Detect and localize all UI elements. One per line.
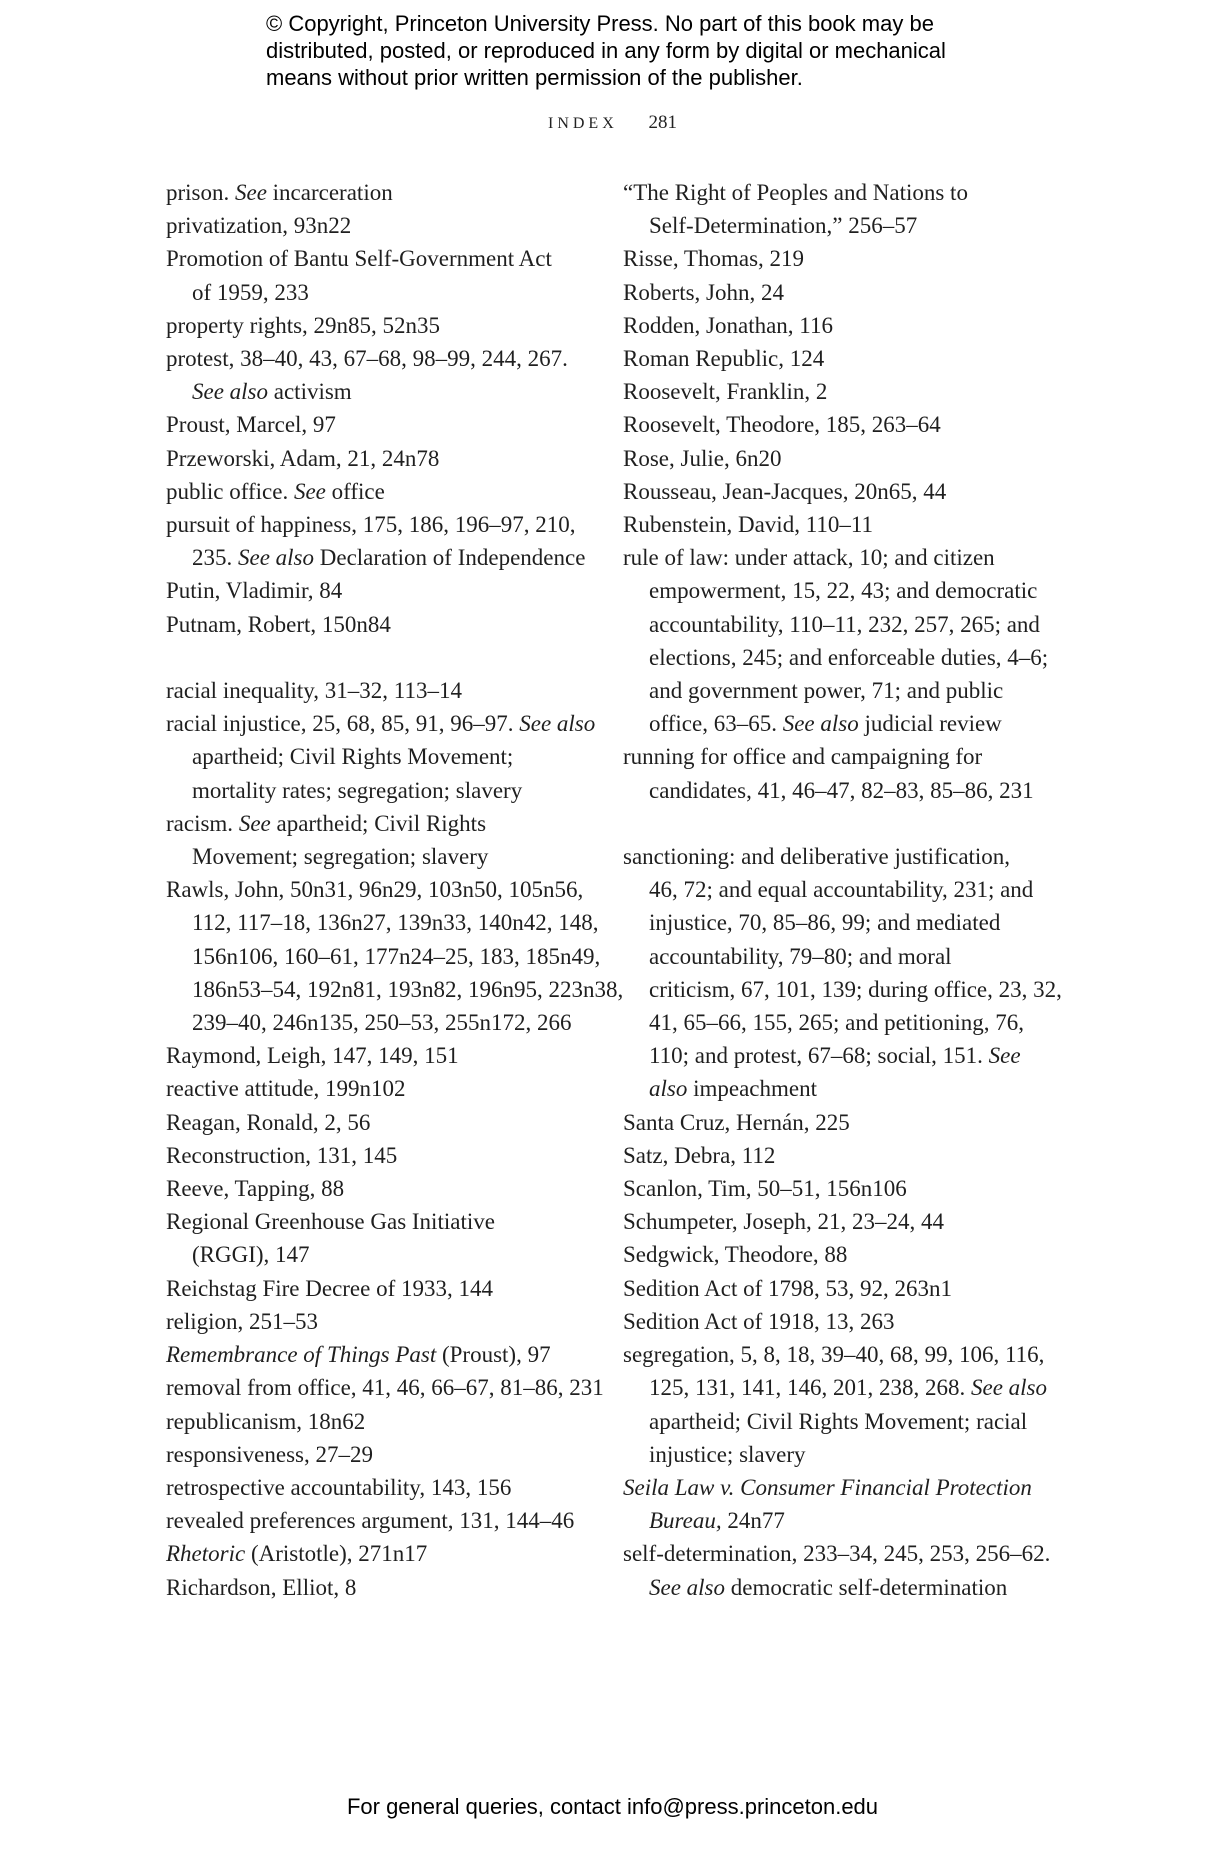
index-entry: Remembrance of Things Past (Proust), 97 <box>166 1342 551 1368</box>
index-entry: revealed preferences argument, 131, 144–46 <box>166 1508 575 1534</box>
index-entry-continuation: Movement; segregation; slavery <box>192 844 489 870</box>
index-entry: Rhetoric (Aristotle), 271n17 <box>166 1541 428 1567</box>
index-entry-continuation: 125, 131, 141, 146, 201, 238, 268. See also <box>649 1375 1048 1401</box>
index-entry: Roosevelt, Theodore, 185, 263–64 <box>623 412 941 438</box>
index-entry: Reeve, Tapping, 88 <box>166 1176 345 1202</box>
running-head <box>0 112 1225 134</box>
index-entry-continuation: office, 63–65. See also judicial review <box>649 711 1002 737</box>
index-entry: Satz, Debra, 112 <box>623 1142 776 1168</box>
index-entry-continuation: 110; and protest, 67–68; social, 151. See <box>649 1043 1021 1069</box>
index-entry-continuation: (RGGI), 147 <box>192 1242 310 1268</box>
running-head-label: INDEX <box>547 115 618 132</box>
index-entry: removal from office, 41, 46, 66–67, 81–86, 231 <box>166 1375 604 1401</box>
index-entry: racial injustice, 25, 68, 85, 91, 96–97. See also <box>166 711 596 737</box>
index-entry-continuation: apartheid; Civil Rights Movement; racial <box>649 1408 1028 1434</box>
index-entry: pursuit of happiness, 175, 186, 196–97, 210, <box>166 512 576 538</box>
index-entry: Rawls, John, 50n31, 96n29, 103n50, 105n56, <box>166 877 584 903</box>
index-entry-continuation: Bureau, 24n77 <box>649 1508 785 1534</box>
index-entry: Przeworski, Adam, 21, 24n78 <box>166 445 440 471</box>
index-entry: Scanlon, Tim, 50–51, 156n106 <box>623 1176 907 1202</box>
index-entry-continuation: 112, 117–18, 136n27, 139n33, 140n42, 148, <box>192 910 599 936</box>
index-entry: running for office and campaigning for <box>623 744 983 770</box>
index-entry-continuation: empowerment, 15, 22, 43; and democratic <box>649 578 1038 604</box>
index-entry: public office. See office <box>166 478 385 504</box>
index-entry: Promotion of Bantu Self-Government Act <box>166 246 552 272</box>
index-entry-continuation: 239–40, 246n135, 250–53, 255n172, 266 <box>192 1010 572 1036</box>
index-entry-continuation: criticism, 67, 101, 139; during office, 23, 32, <box>649 976 1062 1002</box>
copyright-line: distributed, posted, or reproduced in any form by digital or mechanical <box>266 38 946 63</box>
index-entry-continuation: 186n53–54, 192n81, 193n82, 196n95, 223n38, <box>192 976 624 1002</box>
index-entry: Raymond, Leigh, 147, 149, 151 <box>166 1043 459 1069</box>
index-entry: Richardson, Elliot, 8 <box>166 1574 357 1600</box>
index-entry-continuation: 235. See also Declaration of Independence <box>192 545 586 571</box>
index-entry: Proust, Marcel, 97 <box>166 412 336 438</box>
index-entry: property rights, 29n85, 52n35 <box>166 312 441 338</box>
index-entry-continuation: See also democratic self-determination <box>649 1574 1008 1600</box>
index-entry: Putnam, Robert, 150n84 <box>166 611 391 637</box>
index-entry-continuation: apartheid; Civil Rights Movement; <box>192 744 514 770</box>
index-entry: religion, 251–53 <box>166 1308 319 1334</box>
index-entry: Sedgwick, Theodore, 88 <box>623 1242 848 1268</box>
copyright-line: © Copyright, Princeton University Press. No part of this book may be <box>266 11 934 36</box>
index-entry: “The Right of Peoples and Nations to <box>623 180 968 205</box>
index-entry: Roberts, John, 24 <box>623 279 784 305</box>
index-entry: prison. See incarceration <box>166 180 393 205</box>
index-column-left <box>166 176 624 1604</box>
index-entry-continuation: See also activism <box>192 379 352 405</box>
index-entry: Santa Cruz, Hernán, 225 <box>623 1109 850 1135</box>
index-entry-continuation: 156n106, 160–61, 177n24–25, 183, 185n49, <box>192 943 601 969</box>
index-entry-continuation: of 1959, 233 <box>192 279 309 305</box>
index-entry: Rodden, Jonathan, 116 <box>623 312 833 338</box>
index-entry: Risse, Thomas, 219 <box>623 246 805 272</box>
index-entry-continuation: and government power, 71; and public <box>649 678 1004 704</box>
index-entry: Seila Law v. Consumer Financial Protection <box>623 1474 1032 1500</box>
index-entry: rule of law: under attack, 10; and citizen <box>623 545 995 571</box>
index-entry: Reichstag Fire Decree of 1933, 144 <box>166 1275 494 1301</box>
index-entry-continuation: accountability, 110–11, 232, 257, 265; and <box>649 611 1040 637</box>
index-entry: Rubenstein, David, 110–11 <box>623 512 873 538</box>
index-entry: Sedition Act of 1918, 13, 263 <box>623 1308 895 1334</box>
index-entry: republicanism, 18n62 <box>166 1408 366 1434</box>
index-entry: Rousseau, Jean-Jacques, 20n65, 44 <box>623 478 947 504</box>
index-entry-continuation: Self-Determination,” 256–57 <box>649 213 918 239</box>
index-entry: protest, 38–40, 43, 67–68, 98–99, 244, 267. <box>166 346 568 372</box>
index-entry-continuation: also impeachment <box>649 1076 817 1102</box>
index-entry: racial inequality, 31–32, 113–14 <box>166 678 462 704</box>
index-entry: sanctioning: and deliberative justification, <box>623 844 1011 870</box>
copyright-notice <box>266 10 1026 91</box>
index-entry: Putin, Vladimir, 84 <box>166 578 343 604</box>
index-entry: self-determination, 233–34, 245, 253, 256–62. <box>623 1541 1051 1567</box>
index-entry-continuation: candidates, 41, 46–47, 82–83, 85–86, 231 <box>649 777 1034 803</box>
index-entry: Schumpeter, Joseph, 21, 23–24, 44 <box>623 1209 945 1235</box>
index-entry: Roman Republic, 124 <box>623 346 825 372</box>
index-entry: Rose, Julie, 6n20 <box>623 445 782 471</box>
copyright-line: means without prior written permission of the publisher. <box>266 65 803 90</box>
index-entry: Reconstruction, 131, 145 <box>166 1142 398 1168</box>
footer-contact: For general queries, contact info@press.princeton.edu <box>346 1794 879 1819</box>
index-entry-continuation: elections, 245; and enforceable duties, 4–6; <box>649 644 1049 670</box>
index-entry: reactive attitude, 199n102 <box>166 1076 406 1102</box>
index-entry: segregation, 5, 8, 18, 39–40, 68, 99, 106, 116, <box>623 1342 1045 1368</box>
index-entry-continuation: injustice; slavery <box>649 1441 806 1467</box>
index-entry: Sedition Act of 1798, 53, 92, 263n1 <box>623 1275 953 1301</box>
page-number: 281 <box>648 112 677 133</box>
index-entry-continuation: mortality rates; segregation; slavery <box>192 777 523 803</box>
index-entry: Reagan, Ronald, 2, 56 <box>166 1109 371 1135</box>
index-entry-continuation: 46, 72; and equal accountability, 231; and <box>649 877 1034 903</box>
index-entry: Regional Greenhouse Gas Initiative <box>166 1209 495 1235</box>
index-column-right <box>623 176 1063 1604</box>
index-entry: privatization, 93n22 <box>166 213 352 239</box>
index-entry-continuation: accountability, 79–80; and moral <box>649 943 952 969</box>
index-entry: responsiveness, 27–29 <box>166 1441 373 1467</box>
index-entry: Roosevelt, Franklin, 2 <box>623 379 828 405</box>
section-spacer <box>166 641 596 674</box>
index-entry-continuation: injustice, 70, 85–86, 99; and mediated <box>649 910 1001 936</box>
index-entry: retrospective accountability, 143, 156 <box>166 1474 512 1500</box>
section-spacer <box>623 807 1063 840</box>
index-entry-continuation: 41, 65–66, 155, 265; and petitioning, 76, <box>649 1010 1025 1036</box>
index-entry: racism. See apartheid; Civil Rights <box>166 810 487 836</box>
